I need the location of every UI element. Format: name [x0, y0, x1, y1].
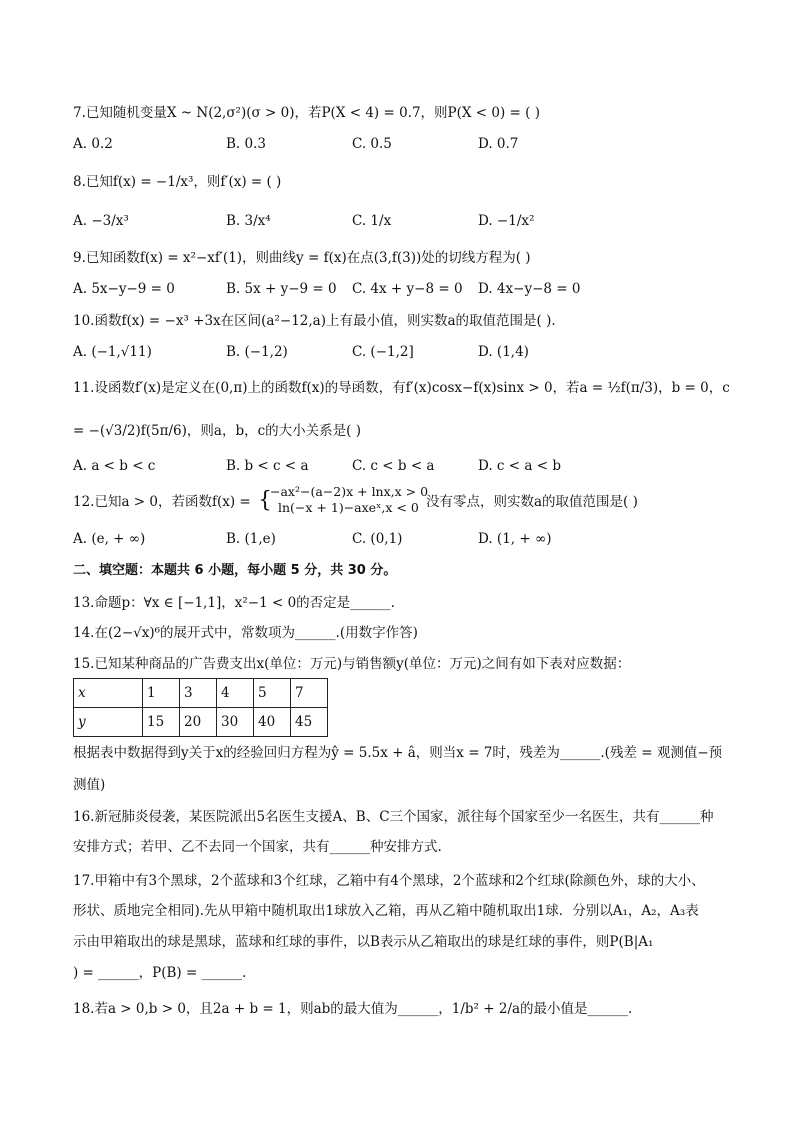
- question-15-line-3: 测值): [73, 777, 106, 793]
- piecewise-case-2: ln(−x + 1)−axeˣ,x < 0: [278, 500, 419, 515]
- q7-option-b: B. 0.3: [226, 136, 266, 152]
- table-cell: 1: [143, 679, 180, 708]
- table-cell: 15: [143, 708, 180, 737]
- q8-option-a: A. −3/x³: [73, 213, 129, 229]
- question-17-line-2: 形状、质地完全相同).先从甲箱中随机取出1球放入乙箱，再从乙箱中随机取出1球．分别以A₁，A₂，A₃表: [73, 903, 699, 919]
- q7-option-c: C. 0.5: [352, 136, 392, 152]
- table-cell: 3: [180, 679, 217, 708]
- question-16-line-2: 安排方式；若甲、乙不去同一个国家，共有______种安排方式.: [73, 839, 442, 855]
- table-cell: 45: [291, 708, 328, 737]
- table-cell: 30: [217, 708, 254, 737]
- question-14: 14.在(2−√x)⁶的展开式中，常数项为______.(用数字作答): [73, 625, 418, 641]
- table-header-y: y: [74, 708, 143, 737]
- question-17-line-4: ) = ______，P(B) = ______.: [73, 965, 247, 981]
- q7-option-d: D. 0.7: [478, 136, 519, 152]
- q12-option-d: D. (1, + ∞): [478, 531, 552, 547]
- q11-option-c: C. c < b < a: [352, 458, 435, 474]
- question-17-line-3: 示由甲箱取出的球是黑球，蓝球和红球的事件，以B表示从乙箱取出的球是红球的事件，则P(B|A₁: [73, 934, 654, 950]
- question-7-stem: 7.已知随机变量X ~ N(2,σ²)(σ > 0)，若P(X < 4) = 0.7，则P(X < 0) = ( ): [73, 105, 540, 121]
- table-cell: 4: [217, 679, 254, 708]
- q7-option-a: A. 0.2: [73, 136, 113, 152]
- q10-option-b: B. (−1,2): [226, 344, 288, 360]
- question-9-stem: 9.已知函数f(x) = x²−xf′(1)，则曲线y = f(x)在点(3,f(3))处的切线方程为( ): [73, 250, 531, 266]
- q9-option-c: C. 4x + y−8 = 0: [352, 281, 463, 297]
- table-row-x: [74, 679, 328, 708]
- table-cell: 5: [254, 679, 291, 708]
- q12-option-c: C. (0,1): [352, 531, 403, 547]
- table-cell: 40: [254, 708, 291, 737]
- piecewise-brace: {: [258, 488, 272, 513]
- question-11-stem: 11.设函数f′(x)是定义在(0,π)上的函数f(x)的导函数，有f′(x)cosx−f(x)sinx > 0，若a = ½f(π/3)，b = 0，c: [73, 380, 730, 396]
- q11-option-a: A. a < b < c: [73, 458, 156, 474]
- q11-option-b: B. b < c < a: [226, 458, 309, 474]
- question-18: 18.若a > 0,b > 0，且2a + b = 1，则ab的最大值为______，1/b² + 2/a的最小值是______.: [73, 1001, 633, 1017]
- q10-option-a: A. (−1,√11): [73, 344, 152, 360]
- question-16-line-1: 16.新冠肺炎侵袭，某医院派出5名医生支援A、B、C三个国家，派往每个国家至少一名医生，共有______种: [73, 809, 714, 825]
- table-cell: 20: [180, 708, 217, 737]
- table-header-x: x: [74, 679, 143, 708]
- table-row-y: [74, 708, 328, 737]
- question-8-stem: 8.已知f(x) = −1/x³，则f′(x) = ( ): [73, 174, 282, 190]
- data-table: [73, 678, 328, 737]
- q9-option-a: A. 5x−y−9 = 0: [73, 281, 175, 297]
- q8-option-c: C. 1/x: [352, 213, 392, 229]
- question-15: 15.已知某种商品的广告费支出x(单位：万元)与销售额y(单位：万元)之间有如下表对应数据：: [73, 656, 631, 672]
- section-2-heading: 二、填空题：本题共 6 小题，每小题 5 分，共 30 分。: [73, 563, 397, 578]
- table-cell: 7: [291, 679, 328, 708]
- question-12-stem-end: 没有零点，则实数a的取值范围是( ): [426, 494, 638, 510]
- q11-option-d: D. c < a < b: [478, 458, 561, 474]
- question-17-line-1: 17.甲箱中有3个黑球，2个蓝球和3个红球，乙箱中有4个黑球，2个蓝球和2个红球(除颜色外，球的大小、: [73, 873, 705, 889]
- piecewise-case-1: −ax²−(a−2)x + lnx,x > 0: [270, 484, 429, 499]
- q9-option-b: B. 5x + y−9 = 0: [226, 281, 337, 297]
- q8-option-b: B. 3/x⁴: [226, 213, 271, 229]
- question-13: 13.命题p：∀x ∈ [−1,1]，x²−1 < 0的否定是______.: [73, 595, 395, 611]
- q8-option-d: D. −1/x²: [478, 213, 535, 229]
- q10-option-c: C. (−1,2]: [352, 344, 414, 360]
- question-10-stem: 10.函数f(x) = −x³ +3x在区间(a²−12,a)上有最小值，则实数a的取值范围是( ).: [73, 313, 556, 329]
- q12-option-a: A. (e, + ∞): [73, 531, 146, 547]
- question-15-line-2: 根据表中数据得到y关于x的经验回归方程为ŷ = 5.5x + â，则当x = 7时，残差为______.(残差 = 观测值−预: [73, 745, 723, 761]
- q10-option-d: D. (1,4): [478, 344, 529, 360]
- question-11-stem-continued: = −(√3/2)f(5π/6)，则a，b，c的大小关系是( ): [73, 423, 361, 439]
- q12-option-b: B. (1,e): [226, 531, 276, 547]
- q9-option-d: D. 4x−y−8 = 0: [478, 281, 581, 297]
- question-12-stem-start: 12.已知a > 0，若函数f(x) =: [73, 494, 251, 510]
